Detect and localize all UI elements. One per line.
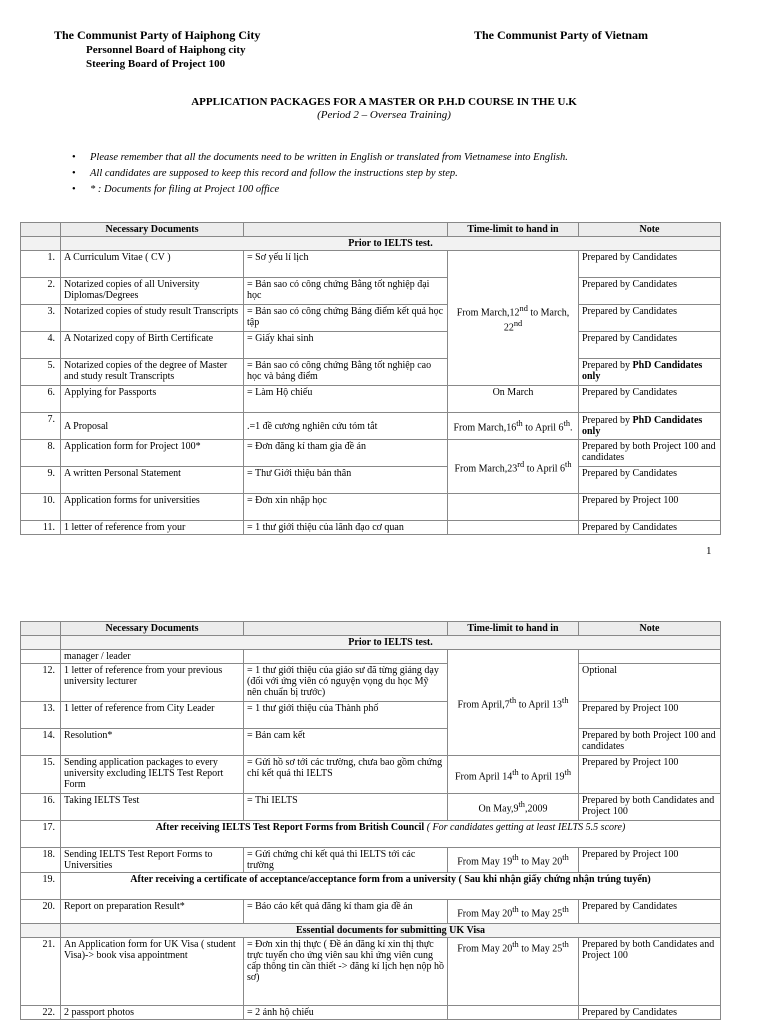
table-header-row — [21, 622, 721, 636]
header-num — [21, 223, 61, 237]
personnel-board: Personnel Board of Haiphong city — [86, 44, 246, 56]
time-limit-cell: From March,12nd to March, 22nd — [448, 251, 579, 386]
header-note: Note — [579, 622, 721, 636]
document-title: APPLICATION PACKAGES FOR A MASTER OR P.H.D COURSE IN THE U.K — [191, 96, 577, 108]
table-row: 8. Application form for Project 100* = Đơn đăng kí tham gia đề án From March,23rd to April 6th Prepared by both Project 100 and candidates — [21, 440, 721, 467]
table-row: 5. Notarized copies of the degree of Master and study result Transcripts = Bản sao có công chứng Bằng tốt nghiệp cao học và bảng điểm Prepared by PhD Candidates only — [21, 359, 721, 386]
time-limit-cell: From May 20th to May 25th — [448, 900, 579, 924]
table-row: 20. Report on preparation Result* = Báo cáo kết quả đăng kí tham gia đề án From May 20th to May 25th Prepared by Candidates — [21, 900, 721, 924]
header-vietnamese — [244, 622, 448, 636]
table-row: 4. A Notarized copy of Birth Certificate = Giấy khai sinh Prepared by Candidates — [21, 332, 721, 359]
header-time-limit: Time-limit to hand in — [448, 622, 579, 636]
header-time-limit: Time-limit to hand in — [448, 223, 579, 237]
header-note: Note — [579, 223, 721, 237]
table-row: 16. Taking IELTS Test = Thi IELTS On May,9th,2009 Prepared by both Candidates and Project 100 — [21, 794, 721, 821]
header-vietnamese — [244, 223, 448, 237]
time-limit-cell: From April 14th to April 19th — [448, 756, 579, 794]
table-row: 12. 1 letter of reference from your previous university lecturer = 1 thư giới thiệu của giáo sư đã từng giảng dạy (đối với ứng viên có nguyện vọng du học Mỹ nên chuẩn bị trước) Optional — [21, 664, 721, 702]
header-documents: Necessary Documents — [61, 223, 244, 237]
time-limit-cell: From May 19th to May 20th — [448, 848, 579, 873]
party-vietnam-title: The Communist Party of Vietnam — [474, 28, 648, 42]
table-header-row — [21, 223, 721, 237]
table-row: 2. Notarized copies of all University Diplomas/Degrees = Bản sao có công chứng Bằng tốt nghiệp đại học Prepared by Candidates — [21, 278, 721, 305]
time-limit-cell: From March,16th to April 6th. — [448, 413, 579, 440]
section-row — [21, 924, 721, 938]
document-subtitle: (Period 2 – Oversea Training) — [317, 109, 451, 121]
time-limit-cell: From March,23rd to April 6th — [448, 440, 579, 494]
party-city-title: The Communist Party of Haiphong City — [54, 28, 261, 42]
table-row: 10. Application forms for universities = Đơn xin nhập học Prepared by Project 100 — [21, 494, 721, 521]
table-row: 22. 2 passport photos = 2 ảnh hộ chiếu Prepared by Candidates — [21, 1006, 721, 1020]
header-documents: Necessary Documents — [61, 622, 244, 636]
section-after-ielts: After receiving IELTS Test Report Forms from British Council ( For candidates getting at least IELTS 5.5 score) — [61, 821, 721, 848]
time-limit-cell: On May,9th,2009 — [448, 794, 579, 821]
documents-table-page2 — [20, 621, 721, 1020]
page-number: 1 — [706, 545, 712, 557]
section-prior-ielts: Prior to IELTS test. — [61, 636, 721, 650]
table-row: 18. Sending IELTS Test Report Forms to Universities = Gửi chứng chỉ kết quả thi IELTS tới các trường From May 19th to May 20th Prepared by Project 100 — [21, 848, 721, 873]
table-row: 11. 1 letter of reference from your = 1 thư giới thiệu của lãnh đạo cơ quan Prepared by Candidates — [21, 521, 721, 535]
instruction-item: • * : Documents for filing at Project 100 office — [72, 182, 568, 198]
time-limit-cell: From May 20th to May 25th — [448, 938, 579, 1006]
table-row: 14. Resolution* = Bản cam kết Prepared by both Project 100 and candidates — [21, 729, 721, 756]
time-limit-cell: From April,7th to April 13th — [448, 650, 579, 756]
table-row: 15. Sending application packages to every university excluding IELTS Test Report Form = Gửi hồ sơ tới các trường, chưa bao gồm chứng chỉ kết quả thi IELTS From April 14th to April 19th Prepared by Project 100 — [21, 756, 721, 794]
table-row: 9. A written Personal Statement = Thư Giới thiệu bản thân Prepared by Candidates — [21, 467, 721, 494]
section-row — [21, 636, 721, 650]
table-row: manager / leader From April,7th to April 13th — [21, 650, 721, 664]
section-row — [21, 237, 721, 251]
instruction-item: • Please remember that all the documents need to be written in English or translated from Vietnamese into English. — [72, 150, 568, 166]
table-row: 21. An Application form for UK Visa ( student Visa)-> book visa appointment = Đơn xin thị thực ( Đề án đăng kí xin thị thực trực tuyến cho ứng viên sau khi ứng viên cung cấp thông tin cần thiết -> đăng kí lịch hẹn nộp hồ sơ) From May 20th to May 25th Prepared by both Candidates and Project 100 — [21, 938, 721, 1006]
table-row: 6. Applying for Passports = Làm Hộ chiếu On March Prepared by Candidates — [21, 386, 721, 413]
section-prior-ielts: Prior to IELTS test. — [61, 237, 721, 251]
table-row: 17. After receiving IELTS Test Report Forms from British Council ( For candidates getting at least IELTS 5.5 score) — [21, 821, 721, 848]
header-num — [21, 622, 61, 636]
table-row: 1. A Curriculum Vitae ( CV ) = Sơ yếu lí lịch From March,12nd to March, 22nd Prepared by Candidates — [21, 251, 721, 278]
section-visa: Essential documents for submitting UK Visa — [61, 924, 721, 938]
instruction-list — [72, 150, 568, 198]
table-row: 3. Notarized copies of study result Transcripts = Bản sao có công chứng Bảng điểm kết quả học tập Prepared by Candidates — [21, 305, 721, 332]
steering-board: Steering Board of Project 100 — [86, 58, 226, 70]
table-row: 19. After receiving a certificate of acceptance/acceptance form from a university ( Sau khi nhận giấy chứng nhận trúng tuyển) — [21, 873, 721, 900]
instruction-item: • All candidates are supposed to keep this record and follow the instructions step by step. — [72, 166, 568, 182]
table-row: 7. A Proposal .=1 đề cương nghiên cứu tóm tắt From March,16th to April 6th. Prepared by PhD Candidates only — [21, 413, 721, 440]
documents-table-page1 — [20, 222, 721, 535]
table-row: 13. 1 letter of reference from City Leader = 1 thư giới thiệu của Thành phố Prepared by Project 100 — [21, 702, 721, 729]
header-left — [54, 28, 324, 71]
section-after-acceptance: After receiving a certificate of acceptance/acceptance form from a university ( Sau khi nhận giấy chứng nhận trúng tuyển) — [61, 873, 721, 900]
